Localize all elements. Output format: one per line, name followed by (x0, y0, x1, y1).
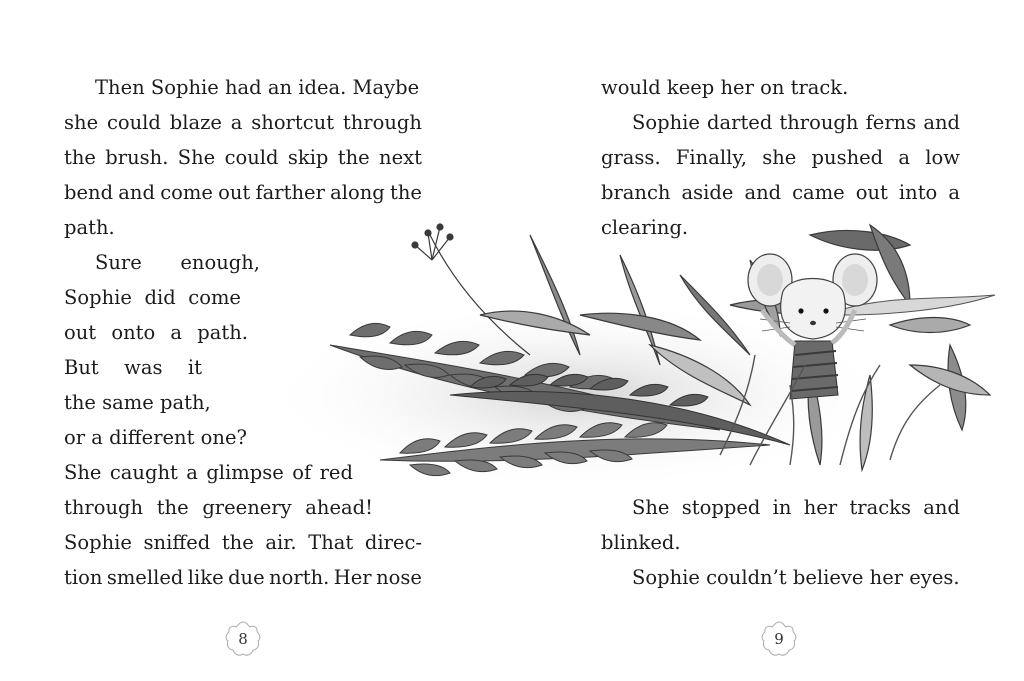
text-line: clearing. (601, 216, 689, 239)
page-number-right (759, 619, 799, 659)
text-line: Then Sophie had an idea. Maybe (95, 76, 420, 99)
text-line: she could blaze a shortcut through (64, 111, 422, 134)
text-line: path. (64, 216, 115, 239)
page-number: 9 (774, 630, 784, 648)
text-line: Sure enough, (95, 251, 260, 274)
text-line: the same path, (64, 391, 211, 414)
text-line: But was it (64, 356, 202, 379)
text-line: grass. Finally, she pushed a low (601, 146, 960, 169)
text-line: branch aside and came out into a (601, 181, 960, 204)
text-line: Sophie did come (64, 286, 241, 309)
text-line: Sophie couldn’t believe her eyes. (632, 566, 960, 589)
text-line: Sophie darted through ferns and (632, 111, 960, 134)
text-line: She stopped in her tracks and (632, 496, 960, 519)
page-number: 8 (238, 630, 248, 648)
text-line: bend and come out farther along the (64, 181, 422, 204)
page-number-left (223, 619, 263, 659)
text-line: would keep her on track. (601, 76, 849, 99)
text-line: tion smelled like due north. Her nose (64, 566, 422, 589)
text-line: blinked. (601, 531, 681, 554)
text-line: She caught a glimpse of red (64, 461, 353, 484)
text-line: or a different one? (64, 426, 247, 449)
text-line: through the greenery ahead! (64, 496, 373, 519)
mouse-in-ferns-illustration (250, 215, 1000, 505)
text-line: the brush. She could skip the next (64, 146, 422, 169)
text-line: out onto a path. (64, 321, 248, 344)
text-line: Sophie sniffed the air. That direc- (64, 531, 422, 554)
